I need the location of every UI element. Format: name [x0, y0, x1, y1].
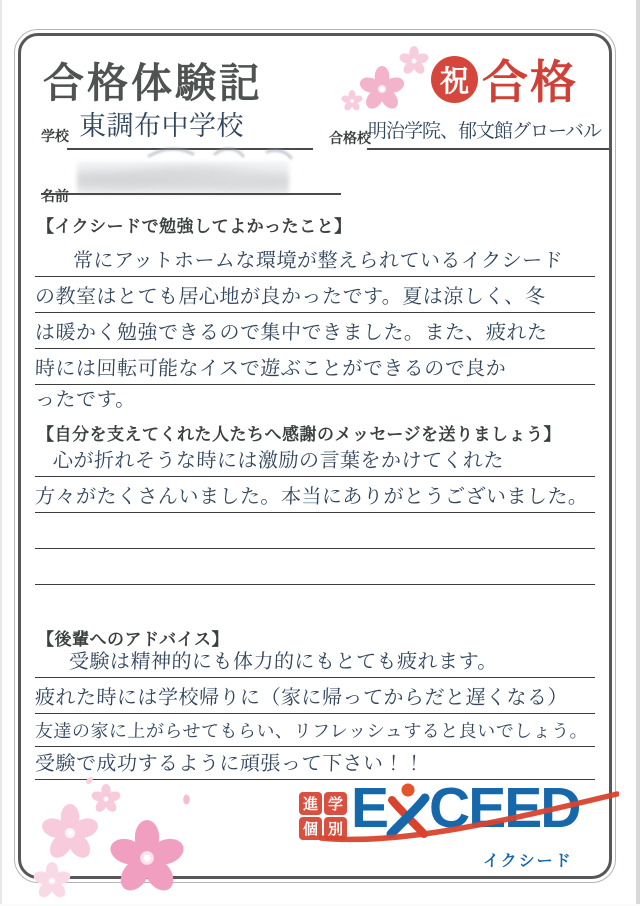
- section-heading-exceed-benefits: 【イクシードで勉強してよかったこと】: [37, 217, 352, 237]
- sakura-blossom-icon: [399, 46, 429, 76]
- ruled-line-empty: [35, 513, 595, 549]
- ruled-line: [35, 441, 595, 477]
- handwritten-text: ったです。: [34, 387, 137, 411]
- sakura-petal-icon: [181, 794, 192, 805]
- school-value-handwritten: 東調布中学校: [79, 111, 244, 142]
- school-label: 学校: [41, 129, 69, 145]
- ruled-line: [35, 678, 595, 714]
- handwritten-text: 受験で成功するように頑張って下さい！！: [34, 751, 425, 775]
- sakura-blossom-icon: [33, 862, 71, 900]
- ruled-line: [35, 241, 595, 277]
- ruled-line: [35, 642, 595, 678]
- overflow-line: [35, 385, 595, 415]
- scan-edge-left: [0, 0, 2, 904]
- logo-box: 個: [299, 817, 322, 840]
- sakura-petal-icon: [85, 776, 94, 785]
- ruled-line: [35, 714, 595, 747]
- section-lines-advice: [35, 642, 595, 780]
- handwritten-text: 常にアットホームな環境が整えられているイクシード: [72, 248, 564, 272]
- ruled-line: [35, 277, 595, 313]
- person-x-icon: [385, 782, 431, 838]
- handwritten-text: は暖かく勉強できるので集中できました。また、疲れた: [34, 320, 548, 344]
- logo-category-grid: [299, 792, 347, 840]
- logo-box: 進: [299, 792, 322, 815]
- sakura-blossom-icon: [341, 90, 363, 112]
- section-lines-thanks-message: [35, 441, 595, 585]
- section-heading-advice: 【後輩へのアドバイス】: [37, 630, 229, 650]
- accepted-schools-value-handwritten: 明治学院、郁文館グローバル: [368, 120, 602, 142]
- handwritten-text: の教室はとても居心地が良かったです。夏は涼しく、冬: [34, 284, 546, 308]
- ruled-line: [35, 477, 595, 513]
- page-title: 合格体験記: [43, 59, 263, 107]
- brand-letters-ceed: CEED: [429, 776, 580, 840]
- scan-edge-right: [636, 0, 640, 904]
- handwritten-text: 疲れた時には学校帰りに（家に帰ってからだと遅くなる）: [34, 685, 569, 709]
- section-heading-thanks-message: 【自分を支えてくれた人たちへ感謝のメッセージを送りましょう】: [37, 425, 561, 445]
- name-underline: [41, 193, 341, 195]
- accepted-schools-label: 合格校: [329, 131, 371, 147]
- name-label: 名前: [41, 189, 69, 205]
- brand-kana-text: イクシード: [483, 851, 573, 870]
- handwritten-text: 方々がたくさんいました。本当にありがとうございました。: [34, 484, 589, 508]
- section-lines-exceed-benefits: [35, 241, 595, 415]
- sakura-blossom-icon: [109, 820, 185, 896]
- exceed-logo: [351, 776, 580, 840]
- seal-text: 祝: [439, 64, 469, 98]
- handwritten-text: 時には回転可能なイスで遊ぶことができるので良か: [34, 356, 507, 380]
- handwritten-text: 心が折れそうな時には激励の言葉をかけてくれた: [52, 448, 505, 472]
- accepted-schools-underline: [367, 148, 609, 150]
- logo-box: 別: [324, 817, 347, 840]
- name-redacted-blur: [77, 162, 289, 195]
- logo-box: 学: [324, 792, 347, 815]
- faint-handwriting-strokes: [141, 142, 301, 164]
- ruled-line: [35, 313, 595, 349]
- handwritten-text: 友達の家に上がらせてもらい、リフレッシュすると良いでしょう。: [34, 721, 589, 742]
- celebration-passed-text: 合格: [482, 55, 578, 109]
- ruled-line: [35, 349, 595, 385]
- celebration-seal: [431, 56, 478, 103]
- sakura-blossom-icon: [91, 784, 121, 814]
- sakura-cluster-bottom: [33, 776, 233, 906]
- handwritten-text: 受験は精神的にも体力的にもとても疲れます。: [68, 649, 499, 673]
- brand-letter-e: E: [351, 776, 388, 840]
- ruled-line-empty: [35, 549, 595, 585]
- testimonial-card: [18, 33, 612, 879]
